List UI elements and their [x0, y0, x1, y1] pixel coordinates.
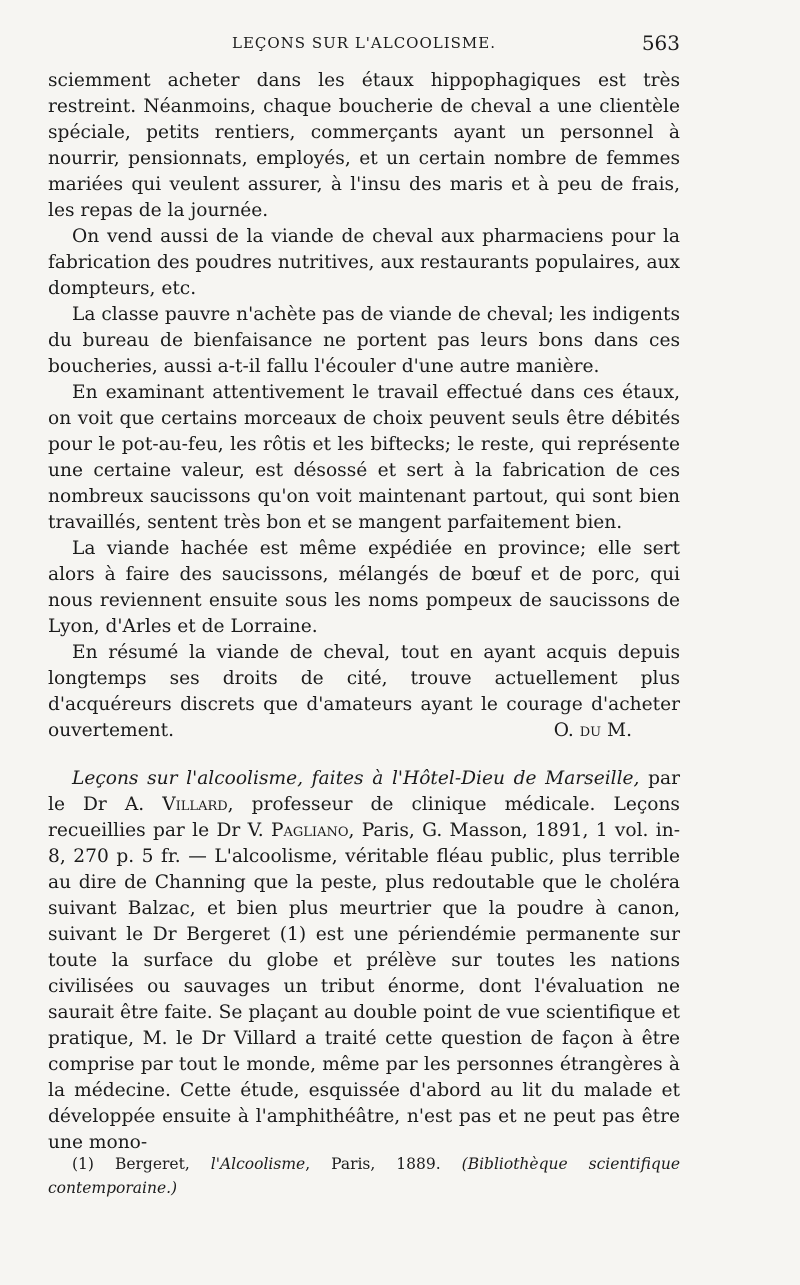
footnote-author: Bergeret,	[114, 1155, 211, 1173]
footnote	[48, 1152, 680, 1200]
review-by: par le	[48, 768, 680, 815]
footnote-work: l'Alcoolisme	[210, 1155, 306, 1173]
main-text	[48, 68, 680, 1156]
paragraph-2: On vend aussi de la viande de cheval aux pharmaciens pour la fabrication des poudres nutritives, aux restaurants populaires, aux dompteurs, etc.	[48, 226, 680, 299]
paragraph-5: La viande hachée est même expédiée en province; elle sert alors à faire des saucissons, mélangés de bœuf et de porc, qui nous reviennent ensuite sous les noms pompeux de saucissons de Lyon, d'Arles et de Lorraine.	[48, 538, 680, 637]
review-editor: Pagliano	[271, 820, 349, 841]
paragraph-1: sciemment acheter dans les étaux hippophagiques est très restreint. Néanmoins, chaque boucherie de cheval a une clientèle spéciale, petits rentiers, commerçants ayant un personnel à nourrir, pensionnats, employés, et un certain nombre de femmes mariées qui veulent assurer, à l'insu des maris et à peu de frais, les repas de la journée.	[48, 70, 680, 221]
footnote-series: (Bibliothèque scientifique contemporaine.)	[48, 1155, 680, 1197]
running-head	[48, 31, 680, 58]
review-text: — L'alcoolisme, véritable fléau public, plus terrible au dire de Channing que la peste, plus redoutable que le choléra suivant Balzac, et bien plus meurtrier que la poudre à canon, suivant le Dr Bergeret (1) est une périendémie permanente sur toute la surface du globe et prélève sur toutes les nations civilisées ou sauvages un tribut énorme, dont l'évaluation ne saurait être faite. Se plaçant au double point de vue scientifique et pratique, M. le Dr Villard a traité cette question de façon à être comprise par tout le monde, même par les personnes étrangères à la médecine. Cette étude, esquissée d'abord au lit du malade et développée ensuite à l'amphithéâtre, n'est pas et ne peut pas être une mono-	[48, 846, 680, 1153]
review-publication: , Paris, G. Masson, 1891, 1 vol. in-8, 270 p. 5 fr.	[48, 820, 680, 867]
review-paragraph	[48, 766, 680, 1156]
page-number: 563	[641, 31, 680, 55]
review-affil: , professeur de clinique médicale. Leçons recueillies par le	[48, 794, 680, 841]
footnote-marker: (1)	[72, 1155, 115, 1173]
paragraph-3: La classe pauvre n'achète pas de viande de cheval; les indigents du bureau de bienfaisance ne portent pas leurs bons dans ces boucheries, aussi a-t-il fallu l'écouler d'une autre manière.	[48, 304, 680, 377]
review-dr2: Dr V.	[216, 820, 272, 841]
signature: O. du M.	[553, 720, 632, 741]
paragraph-6	[48, 640, 680, 744]
review-dr1: Dr A.	[83, 794, 163, 815]
paragraph-4: En examinant attentivement le travail effectué dans ces étaux, on voit que certains morceaux de choix peuvent seuls être débités pour le pot-au-feu, les rôtis et les biftecks; le reste, qui représente une certaine valeur, est désossé et sert à la fabrication de ces nombreux saucissons qu'on voit maintenant partout, qui sont bien travaillés, sentent très bon et se mangent parfaitement bien.	[48, 382, 680, 533]
review-title: Leçons sur l'alcoolisme, faites à l'Hôtel-Dieu de Marseille,	[72, 768, 640, 789]
footnote-details: , Paris, 1889.	[305, 1155, 462, 1173]
paragraph-6-text: En résumé la viande de cheval, tout en ayant acquis depuis longtemps ses droits de cité, trouve actuellement plus d'acquéreurs discrets que d'amateurs ayant le courage d'acheter ouvertement.	[48, 642, 680, 741]
review-author: Villard	[162, 794, 228, 815]
running-title: LEÇONS SUR L'ALCOOLISME.	[231, 34, 497, 52]
